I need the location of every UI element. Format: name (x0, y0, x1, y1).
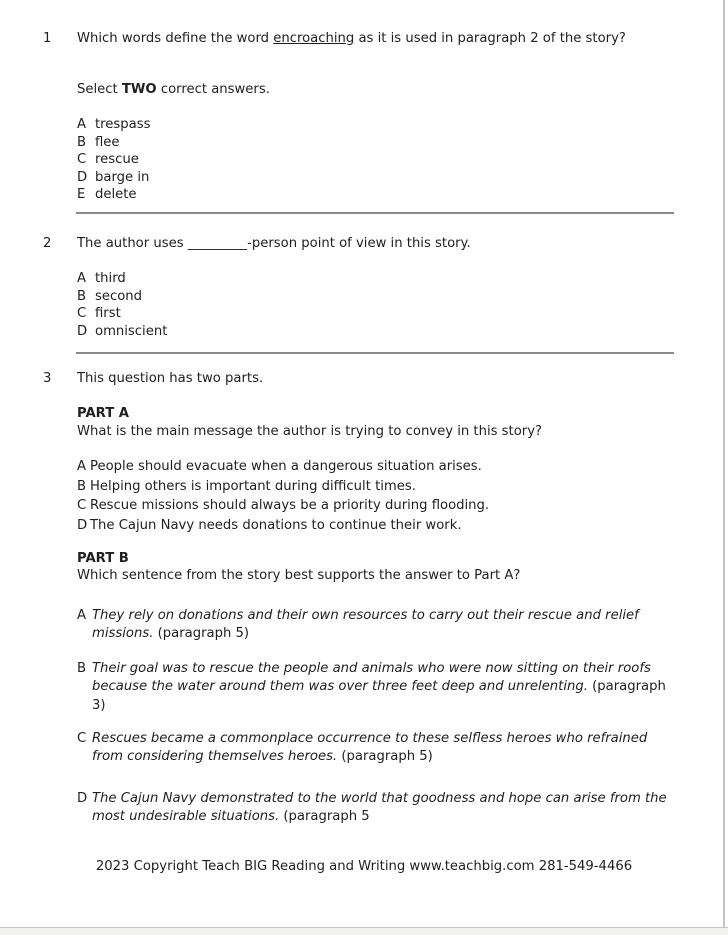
quote-text-italic: Their goal was to rescue the people and animals who were now sitting on their roofs because the water around them was over three feet deep and unrelenting. (92, 661, 651, 695)
option-letter: C (77, 731, 87, 746)
question-1-prompt-prefix: Which words define the word (77, 31, 274, 46)
part-a-options (77, 457, 489, 535)
part-b-option-d (77, 790, 667, 827)
option-text: second (95, 288, 143, 304)
option-text: omniscient (95, 323, 168, 339)
option-text: first (95, 306, 121, 321)
option-text: barge in (95, 169, 150, 185)
quote-text-italic: Rescues became a commonplace occurrence to these selfless heroes who refrained from considering themselves heroes. (92, 731, 648, 765)
option-letter: C (77, 306, 87, 321)
section-divider (76, 212, 674, 214)
option-letter: A (77, 271, 87, 286)
question-1-instruction (77, 81, 270, 99)
question-2-number: 2 (43, 236, 52, 251)
question-3-intro: This question has two parts. (77, 371, 264, 386)
option-letter: B (77, 288, 87, 304)
option-letter: D (77, 169, 88, 185)
option-letter: A (77, 459, 87, 474)
option-row (77, 516, 489, 536)
option-row (77, 288, 167, 306)
option-text (92, 790, 667, 827)
option-row (77, 151, 150, 169)
question-2-options (77, 270, 167, 340)
part-b-question: Which sentence from the story best supports the answer to Part A? (77, 568, 521, 583)
option-row (77, 134, 150, 152)
option-letter: D (77, 517, 88, 533)
option-text: People should evacuate when a dangerous situation arises. (90, 459, 482, 474)
option-text: Helping others is important during difficult times. (90, 478, 416, 494)
part-b-heading: PART B (77, 551, 129, 566)
option-row (77, 116, 150, 134)
quote-text-italic: They rely on donations and their own resources to carry out their rescue and relief missions. (92, 608, 639, 642)
question-3 (43, 370, 642, 388)
question-1 (43, 30, 642, 48)
page-bottom-edge (0, 927, 728, 935)
quote-citation: (paragraph 3) (92, 679, 666, 713)
option-row (77, 169, 150, 187)
underlined-word: encroaching (273, 31, 355, 46)
option-row (77, 457, 489, 477)
question-1-prompt (77, 30, 642, 48)
quote-citation: (paragraph 5) (157, 626, 250, 642)
option-text: Rescue missions should always be a priority during flooding. (90, 498, 490, 514)
option-letter: A (77, 117, 87, 132)
option-row (77, 496, 489, 516)
part-a-question: What is the main message the author is trying to convey in this story? (77, 424, 543, 439)
instruction-bold-word: TWO (121, 82, 157, 97)
quote-citation: (paragraph 5 (283, 809, 370, 825)
option-letter: B (77, 478, 87, 494)
option-text (92, 660, 667, 715)
question-1-number: 1 (43, 31, 52, 46)
option-text: flee (95, 134, 120, 150)
option-letter: B (77, 134, 87, 150)
option-text: rescue (95, 152, 139, 167)
option-text: trespass (95, 117, 151, 132)
option-text: third (95, 271, 126, 286)
section-divider (76, 352, 674, 354)
part-a-heading: PART A (77, 406, 130, 421)
page-right-edge (723, 0, 725, 928)
question-2 (43, 235, 642, 253)
question-1-prompt-suffix: as it is used in paragraph 2 of the story? (354, 31, 626, 46)
copyright-footer: 2023 Copyright Teach BIG Reading and Writing www.teachbig.com 281-549-4466 (95, 859, 633, 874)
option-text (92, 607, 667, 644)
option-letter: D (77, 791, 88, 806)
quote-text-italic: The Cajun Navy demonstrated to the world that goodness and hope can arise from the most undesirable situations. (92, 791, 667, 825)
instruction-prefix: Select (77, 82, 122, 97)
instruction-suffix: correct answers. (156, 82, 270, 97)
part-b-option-a (77, 607, 667, 644)
question-1-options (77, 116, 150, 204)
option-text: delete (95, 187, 137, 202)
option-text (92, 730, 667, 767)
option-letter: D (77, 323, 88, 339)
option-text: The Cajun Navy needs donations to continue their work. (90, 517, 462, 533)
part-b-option-b (77, 660, 667, 715)
option-row (77, 477, 489, 497)
option-row (77, 323, 167, 341)
option-row (77, 186, 150, 204)
option-letter: B (77, 661, 87, 676)
quote-citation: (paragraph 5) (341, 749, 433, 765)
part-b-option-c (77, 730, 667, 767)
question-3-number: 3 (43, 371, 52, 386)
option-row (77, 305, 167, 323)
option-letter: A (77, 608, 87, 623)
option-letter: E (77, 187, 86, 202)
option-row (77, 270, 167, 288)
option-letter: C (77, 498, 87, 514)
option-letter: C (77, 152, 87, 167)
question-2-prompt: The author uses _________-person point of view in this story. (77, 236, 471, 251)
